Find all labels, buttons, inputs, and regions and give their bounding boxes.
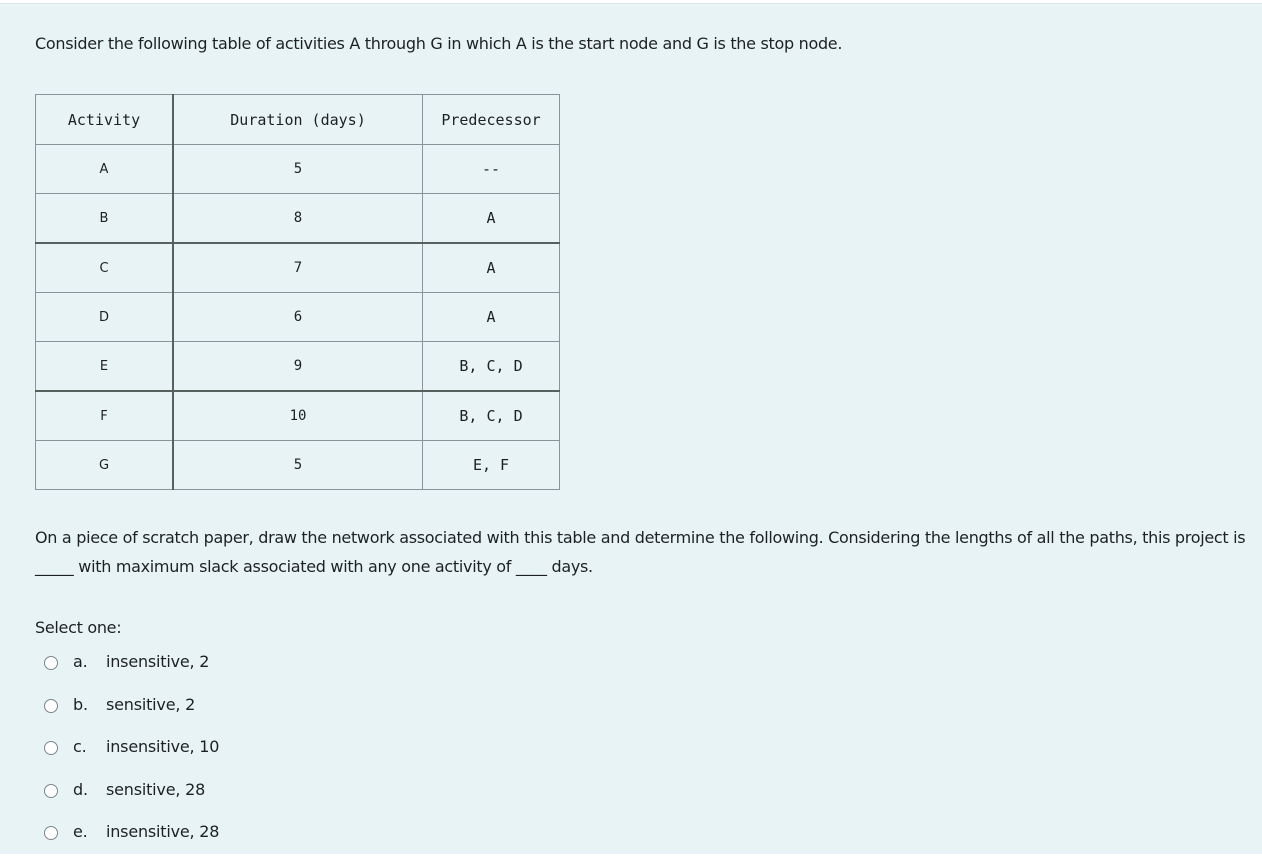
duration-cell: 8	[173, 194, 423, 244]
option-letter: d.	[73, 779, 88, 799]
option-letter: e.	[73, 822, 88, 841]
predecessor-cell: B, C, D	[423, 342, 560, 392]
option-e[interactable]	[44, 822, 219, 865]
activity-table	[35, 94, 560, 490]
table-row	[36, 145, 560, 194]
predecessor-cell: E, F	[423, 441, 560, 490]
option-letter: a.	[73, 652, 88, 671]
question-panel	[0, 3, 1262, 854]
table-row	[36, 293, 560, 342]
option-label: insensitive, 28	[106, 822, 220, 841]
question-text: On a piece of scratch paper, draw the network associated with this table and determine the following. Considering the lengths of all the paths, this project is _____ with maximum slack associated with any one activity of ____ days.	[35, 528, 1246, 576]
option-label: insensitive, 10	[106, 737, 220, 756]
option-d[interactable]	[44, 780, 219, 823]
option-label: insensitive, 2	[106, 652, 210, 671]
activity-cell: F	[36, 391, 174, 441]
activity-cell: B	[36, 194, 174, 244]
table-row	[36, 391, 560, 441]
predecessor-cell: A	[423, 293, 560, 342]
table-row	[36, 342, 560, 392]
activity-cell: D	[36, 293, 174, 342]
table-row	[36, 194, 560, 244]
option-letter: c.	[73, 737, 87, 756]
question-intro: Consider the following table of activities A through G in which A is the start node and G is the stop node.	[35, 34, 843, 53]
predecessor-cell: A	[423, 194, 560, 244]
table-header-row	[36, 95, 560, 145]
predecessor-cell: B, C, D	[423, 391, 560, 441]
radio-button-icon[interactable]	[44, 656, 58, 670]
duration-cell: 5	[173, 441, 423, 490]
radio-button-icon[interactable]	[44, 699, 58, 713]
duration-cell: 5	[173, 145, 423, 194]
activity-cell: C	[36, 243, 174, 293]
select-one-label: Select one:	[35, 618, 122, 637]
option-a[interactable]	[44, 652, 219, 695]
activity-cell: A	[36, 145, 174, 194]
option-label: sensitive, 28	[106, 779, 206, 799]
header-activity: Activity	[36, 95, 174, 145]
table-row	[36, 441, 560, 490]
duration-cell: 10	[173, 391, 423, 441]
answer-options	[44, 652, 219, 865]
header-duration: Duration (days)	[173, 95, 423, 145]
option-letter: b.	[73, 694, 88, 714]
predecessor-cell: --	[423, 145, 560, 194]
activity-cell: E	[36, 342, 174, 392]
header-predecessor: Predecessor	[423, 95, 560, 145]
radio-button-icon[interactable]	[44, 826, 58, 840]
radio-button-icon[interactable]	[44, 784, 58, 798]
option-b[interactable]	[44, 695, 219, 738]
activity-cell: G	[36, 441, 174, 490]
duration-cell: 6	[173, 293, 423, 342]
option-label: sensitive, 2	[106, 694, 196, 714]
table-row	[36, 243, 560, 293]
option-c[interactable]	[44, 737, 219, 780]
duration-cell: 7	[173, 243, 423, 293]
predecessor-cell: A	[423, 243, 560, 293]
duration-cell: 9	[173, 342, 423, 392]
radio-button-icon[interactable]	[44, 741, 58, 755]
